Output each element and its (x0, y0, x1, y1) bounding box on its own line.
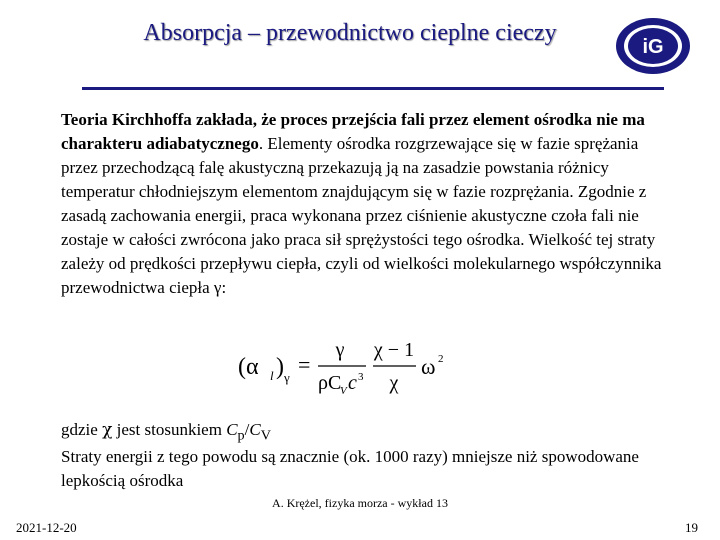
where-prefix: gdzie (61, 420, 103, 439)
body-bold-text: Teoria Kirchhoffa zakłada, że proces przejścia fali przez element ośrodka nie ma charakteru adiabatycznego (61, 110, 645, 153)
formula-lhs-close: ) (276, 354, 284, 380)
formula-den1-c: c (348, 372, 357, 394)
formula-omega: ω (421, 354, 436, 379)
cv-symbol: C (249, 420, 261, 439)
cv-subscript: V (260, 427, 271, 444)
formula-den2: χ (389, 372, 399, 394)
formula-graphic (236, 336, 452, 402)
formula-lhs-outer-sub: γ (284, 370, 290, 385)
title-divider (82, 87, 664, 90)
absorption-formula (236, 336, 452, 402)
formula-num1: γ (335, 339, 345, 361)
cp-symbol: C (226, 420, 238, 439)
ratio-slash: / (244, 420, 250, 439)
formula-lhs-sub: l (270, 368, 274, 383)
formula-den1: ρC (318, 372, 342, 394)
formula-den1-sub: V (340, 385, 347, 397)
losses-paragraph: Straty energii z tego powodu są znacznie (ok. 1000 razy) mniejsze niż spowodowane lepkością ośrodka (61, 447, 639, 490)
footer-date: 2021-12-20 (16, 520, 77, 535)
where-middle: jest stosunkiem (112, 420, 227, 439)
body-paragraph (61, 108, 665, 300)
page-number: 19 (685, 520, 698, 535)
slide-title: Absorpcja – przewodnictwo cieplne cieczy (143, 20, 557, 46)
logo-graphic (614, 16, 692, 76)
formula-den1-exp: 3 (358, 371, 364, 383)
formula-omega-exp: 2 (438, 353, 444, 365)
formula-equals: = (298, 352, 311, 377)
footer-author: A. Krężel, fizyka morza - wykład 13 (272, 496, 448, 510)
chi-symbol: χ (102, 420, 113, 440)
institute-logo (614, 16, 692, 76)
formula-num2: χ − 1 (373, 339, 415, 361)
logo-text: iG (642, 36, 664, 58)
body-rest-text: . Elementy ośrodka rozgrzewające się w fazie sprężania przez przechodzącą falę akustyczną przekazują ją na zasadzie powstania różnicy temperatur chłodniejszym elementom znajdującym się w fazie rozprężania. Zgodnie z zasadą zachowania energii, praca wykonana przez ciśnienie akustyczne czoła fali nie zostaje w całości zwrócona jako praca sił sprężystości tego ośrodka. Wielkość tej straty zależy od prędkości przepływu ciepła, czyli od wielkości molekularnego współczynnika przewodnictwa ciepła γ: (61, 134, 662, 297)
cp-subscript: p (237, 427, 245, 444)
formula-lhs: (α (238, 354, 259, 380)
where-line (61, 418, 661, 447)
